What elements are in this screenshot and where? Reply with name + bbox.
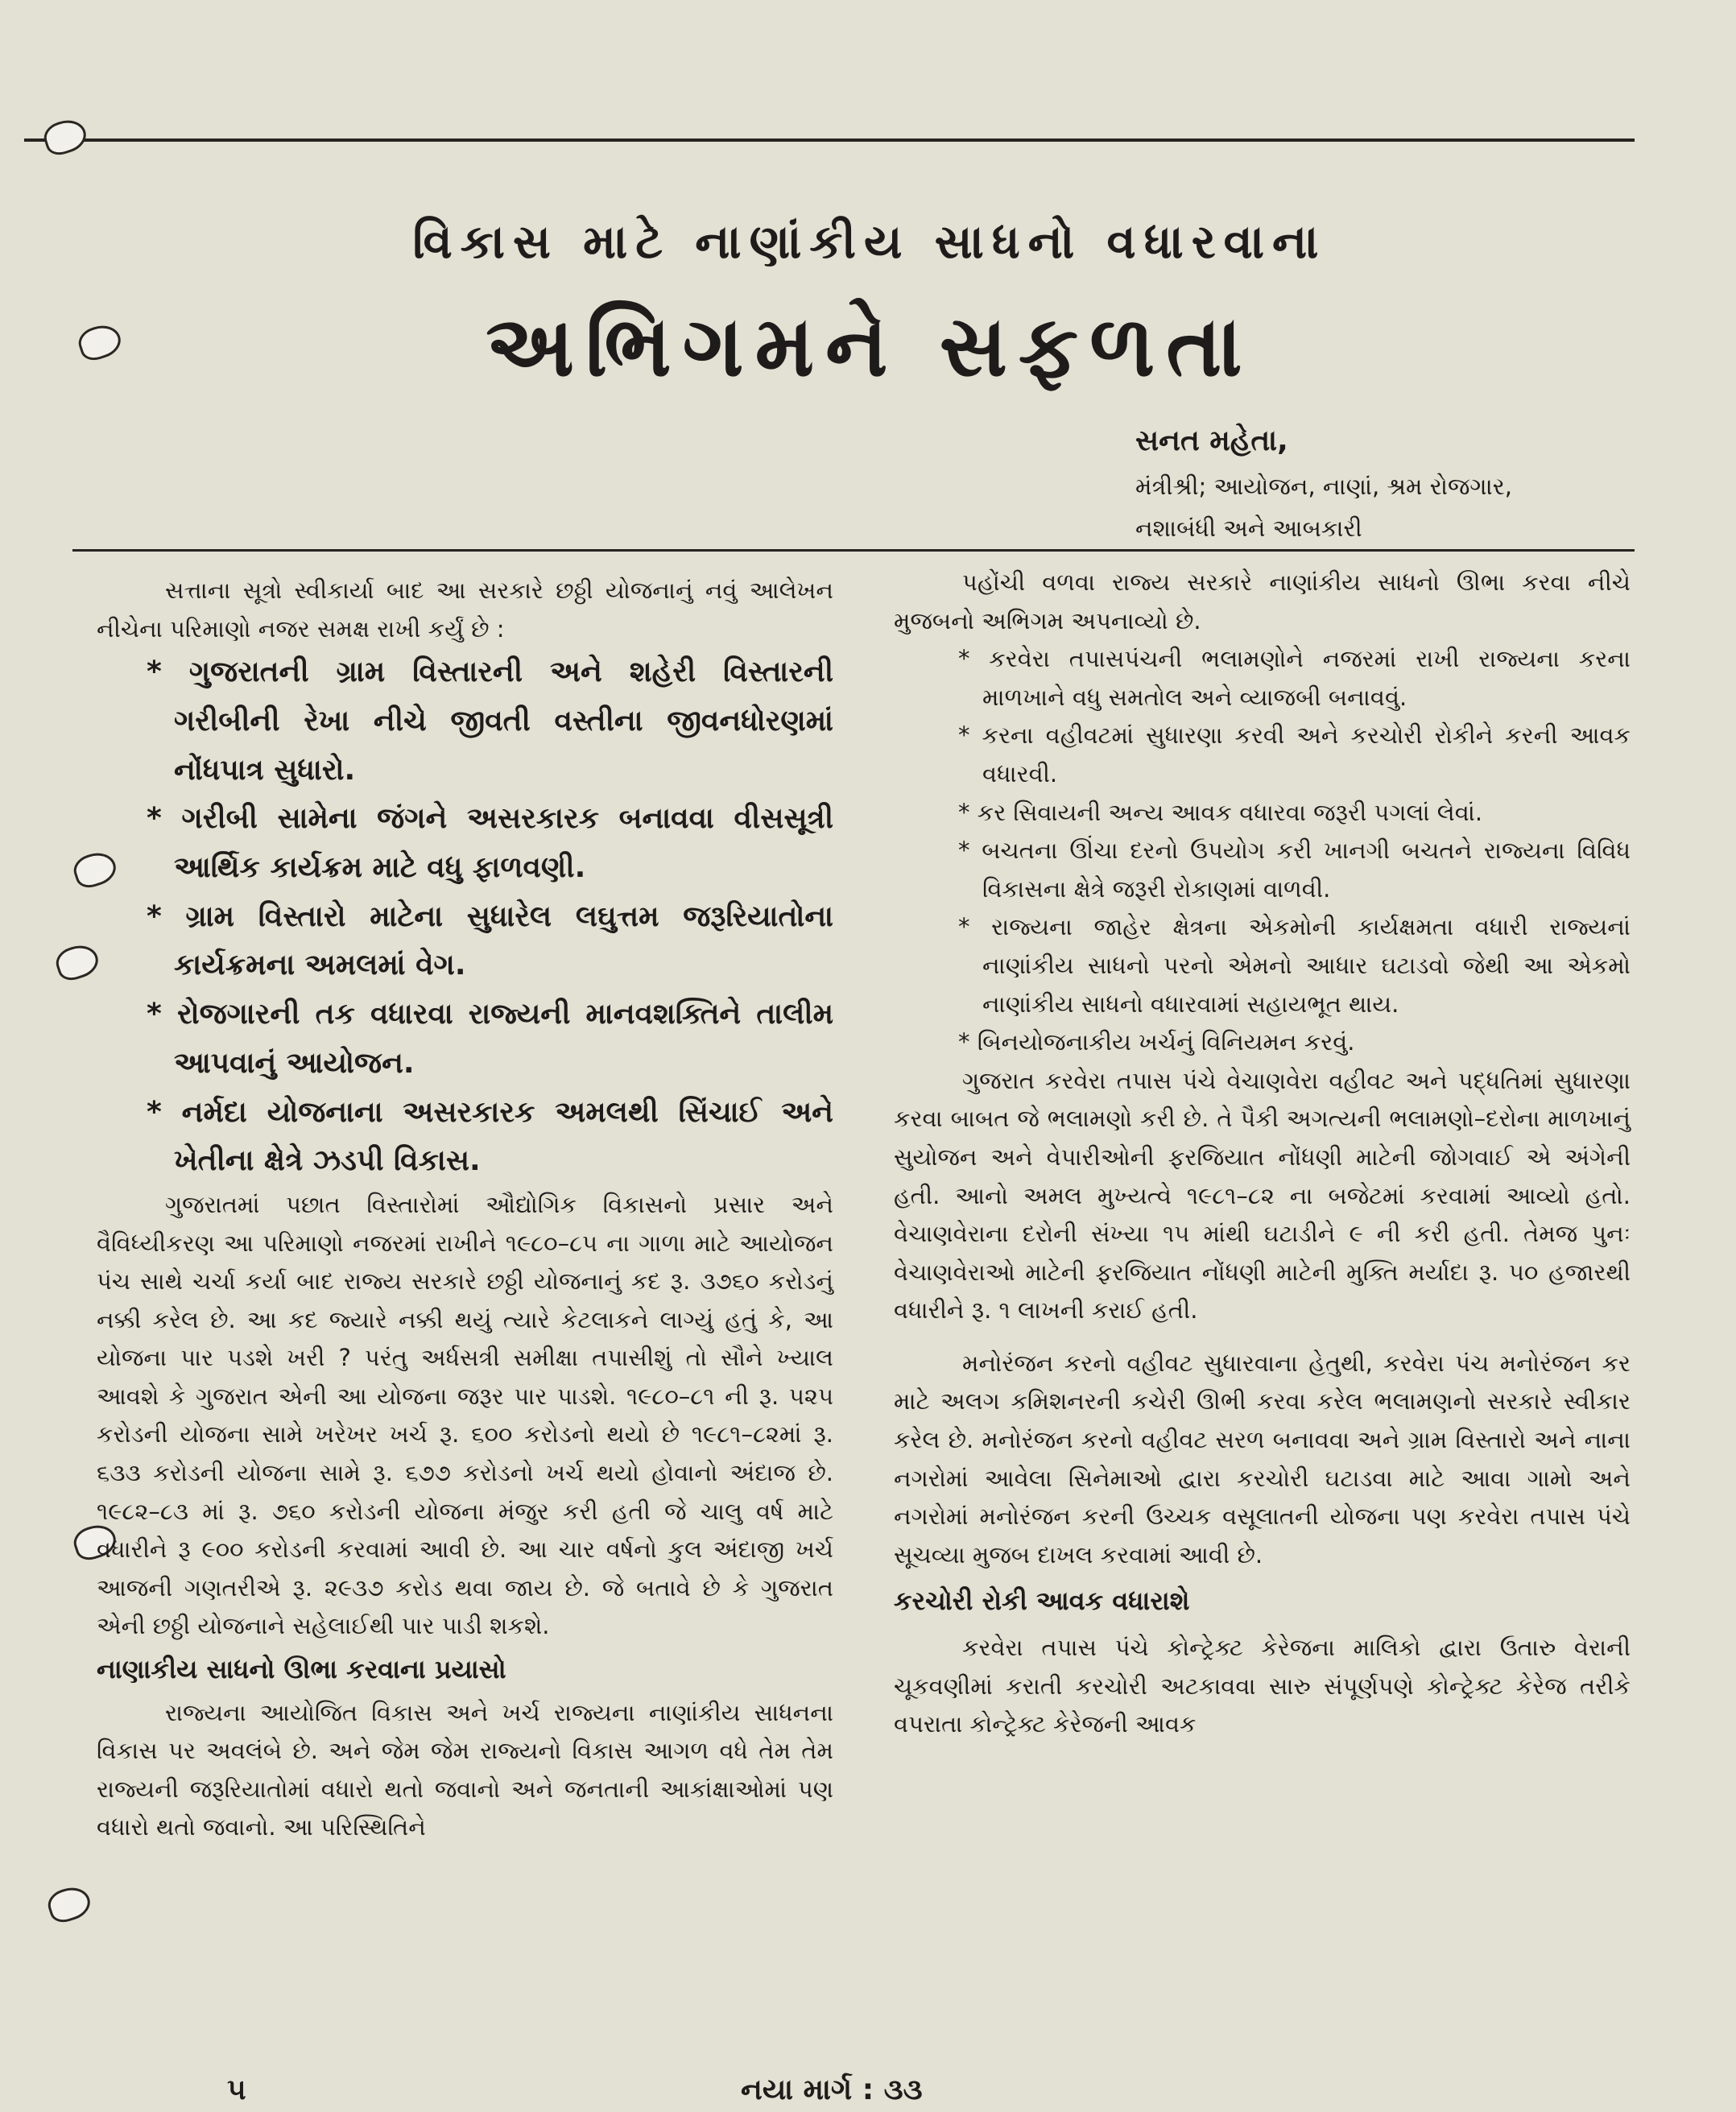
paragraph: પહોંચી વળવા રાજ્ય સરકારે નાણાંકીય સાધનો ઊભા કરવા નીચે મુજબનો અભિગમ અપનાવ્યો છે. xyxy=(894,568,1631,634)
paragraph: કરવેરા તપાસ પંચે કોન્ટ્રેક્ટ કેરેજના માલિકો દ્વારા ઉતારુ વેરાની ચૂકવણીમાં કરાતી કરચોરી અટકાવવા સારુ સંપૂર્ણપણે કોન્ટ્રેક્ટ કેરેજ તરીકે વપરાતા કોન્ટ્રેક્ટ કેરેજની આવક xyxy=(894,1634,1631,1738)
author-block xyxy=(1135,417,1651,549)
author-name: સનત મહેતા, xyxy=(1135,424,1288,457)
article-subtitle: વિકાસ માટે નાણાંકીય સાધનો વધારવાના xyxy=(412,214,1327,269)
article-title: અભિગમને સફળતા xyxy=(486,297,1254,395)
author-role-line: મંત્રીશ્રી; આયોજન, નાણાં, શ્રમ રોજગાર, xyxy=(1135,473,1512,500)
punch-hole xyxy=(44,1883,94,1926)
header-divider-rule xyxy=(72,549,1635,552)
bullet-item: * ગરીબી સામેના જંગને અસરકારક બનાવવા વીસસૂત્રી આર્થિક કાર્યક્રમ માટે વધુ ફાળવણી. xyxy=(147,802,833,884)
section-heading: નાણાકીય સાધનો ઊભા કરવાના પ્રયાસો xyxy=(97,1654,506,1685)
paragraph: ગુજરાત કરવેરા તપાસ પંચે વેચાણવેરા વહીવટ અને પદ્ધતિમાં સુધારણા કરવા બાબત જે ભલામણો કરી છે. તે પૈકી અગત્યની ભલામણો–દરોના માળખાનું સુયોજન અને વેપારીઓની ફરજિયાત નોંધણી માટેની જોગવાઈ એ અંગેની હતી. આનો અમલ મુખ્યત્વે ૧૯૮૧–૮૨ ના બજેટમાં કરવામાં આવ્યો હતો. વેચાણવેરાના દરોની સંખ્યા ૧૫ માંથી ઘટાડીને ૯ ની કરી હતી. તેમજ પુનઃ વેચાણવેરાઓ માટેની ફરજિયાત નોંધણી માટેની મુક્તિ મર્યાદા રૂ. ૫૦ હજારથી વધારીને રૂ. ૧ લાખની કરાઈ હતી. xyxy=(894,1066,1631,1325)
bullet-item: * કર સિવાયની અન્ય આવક વધારવા જરૂરી પગલાં લેવાં. xyxy=(958,798,1483,826)
top-rule xyxy=(24,138,1635,142)
bullet-item: * બિનયોજનાકીય ખર્ચનું વિનિયમન કરવું. xyxy=(958,1028,1355,1056)
bullet-item: * બચતના ઊંચા દરનો ઉપયોગ કરી ખાનગી બચતને રાજ્યના વિવિધ વિકાસના ક્ષેત્રે જરૂરી રોકાણમાં વાળવી. xyxy=(958,837,1631,903)
bullet-item: * કરવેરા તપાસપંચની ભલામણોને નજરમાં રાખી રાજ્યના કરના માળખાને વધુ સમતોલ અને વ્યાજબી બનાવવું. xyxy=(958,645,1631,711)
paragraph: મનોરંજન કરનો વહીવટ સુધારવાના હેતુથી, કરવેરા પંચ મનોરંજન કર માટે અલગ કમિશનરની કચેરી ઊભી કરવા કરેલ ભલામણનો સરકારે સ્વીકાર કરેલ છે. મનોરંજન કરનો વહીવટ સરળ બનાવવા અને ગ્રામ વિસ્તારો અને નાના નગરોમાં આવેલા સિનેમાઓ દ્વારા કરચોરી ઘટાડવા માટે આવા ગામો અને નગરોમાં મનોરંજન કરની ઉચ્ચક વસૂલાતની યોજના પણ કરવેરા તપાસ પંચે સૂચવ્યા મુજબ દાખલ કરવામાં આવી છે. xyxy=(894,1349,1631,1569)
bullet-item: * રોજગારની તક વધારવા રાજ્યની માનવશક્તિને તાલીમ આપવાનું આયોજન. xyxy=(147,998,833,1080)
author-role-line: નશાબંધી અને આબકારી xyxy=(1135,515,1362,542)
punch-hole xyxy=(52,940,102,984)
bullet-item: * ગ્રામ વિસ્તારો માટેના સુધારેલ લઘુત્તમ જરૂરિયાતોના કાર્યક્રમના અમલમાં વેગ. xyxy=(147,899,833,982)
bullet-item: * ગુજરાતની ગ્રામ વિસ્તારની અને શહેરી વિસ્તારની ગરીબીની રેખા નીચે જીવતી વસ્તીના જીવનધોરણમાં નોંધપાત્ર સુધારો. xyxy=(147,655,833,787)
punch-hole xyxy=(75,320,125,364)
paragraph: રાજ્યના આયોજિત વિકાસ અને ખર્ચ રાજ્યના નાણાંકીય સાધનના વિકાસ પર અવલંબે છે. અને જેમ જેમ રાજ્યનો વિકાસ આગળ વધે તેમ તેમ રાજ્યની જરૂરિયાતોમાં વધારો થતો જવાનો અને જનતાની આકાંક્ષાઓમાં પણ વધારો થતો જવાનો. આ પરિસ્થિતિને xyxy=(97,1698,833,1841)
journal-footer: નયા માર્ગ : ૩૩ xyxy=(741,2073,923,2106)
left-column xyxy=(97,572,833,1847)
punch-hole xyxy=(40,115,90,159)
paragraph: સત્તાના સૂત્રો સ્વીકાર્યા બાદ આ સરકારે છઠ્ઠી યોજનાનું નવું આલેખન નીચેના પરિમાણો નજર સમક્ષ રાખી કર્યું છે : xyxy=(97,577,833,643)
bullet-item: * નર્મદા યોજનાના અસરકારક અમલથી સિંચાઈ અને ખેતીના ક્ષેત્રે ઝડપી વિકાસ. xyxy=(147,1095,833,1178)
page-number: ૫ xyxy=(227,2073,246,2106)
paragraph: ગુજરાતમાં પછાત વિસ્તારોમાં ઔદ્યોગિક વિકાસનો પ્રસાર અને વૈવિધ્યીકરણ આ પરિમાણો નજરમાં રાખીને ૧૯૮૦–૮૫ ના ગાળા માટે આયોજન પંચ સાથે ચર્ચા કર્યા બાદ રાજ્ય સરકારે છઠ્ઠી યોજનાનું કદ રૂ. ૩૭૬૦ કરોડનું નક્કી કરેલ છે. આ કદ જ્યારે નક્કી થયું ત્યારે કેટલાકને લાગ્યું હતું કે, આ યોજના પાર પડશે ખરી ? પરંતુ અર્ધસત્રી સમીક્ષા તપાસીશું તો સૌને ખ્યાલ આવશે કે ગુજરાત એની આ યોજના જરૂર પાર પાડશે. ૧૯૮૦–૮૧ ની રૂ. ૫૨૫ કરોડની યોજના સામે ખરેખર ખર્ચ રૂ. ૬૦૦ કરોડનો થયો છે ૧૯૮૧–૮૨માં રૂ. ૬૩૩ કરોડની યોજના સામે રૂ. ૬૭૭ કરોડનો ખર્ચ થયો હોવાનો અંદાજ છે. ૧૯૮૨–૮૩ માં રૂ. ૭૬૦ કરોડની યોજના મંજુર કરી હતી જે ચાલુ વર્ષ માટે વધારીને રૂ ૯૦૦ કરોડની કરવામાં આવી છે. આ ચાર વર્ષનો કુલ અંદાજી ખર્ચ આજની ગણતરીએ રૂ. ૨૯૩૭ કરોડ થવા જાય છે. જે બતાવે છે કે ગુજરાત એની છઠ્ઠી યોજનાને સહેલાઈથી પાર પાડી શકશે. xyxy=(97,1190,833,1640)
section-heading: કરચોરી રોકી આવક વધારાશે xyxy=(894,1585,1190,1617)
bullet-item: * કરના વહીવટમાં સુધારણા કરવી અને કરચોરી રોકીને કરની આવક વધારવી. xyxy=(958,721,1631,787)
bullet-item: * રાજ્યના જાહેર ક્ષેત્રના એકમોની કાર્યક્ષમતા વધારી રાજ્યનાં નાણાંકીય સાધનો પરનો એમનો આધાર ઘટાડવો જેથી આ એકમો નાણાંકીય સાધનો વધારવામાં સહાયભૂત થાય. xyxy=(958,913,1631,1018)
right-column xyxy=(894,564,1631,1744)
